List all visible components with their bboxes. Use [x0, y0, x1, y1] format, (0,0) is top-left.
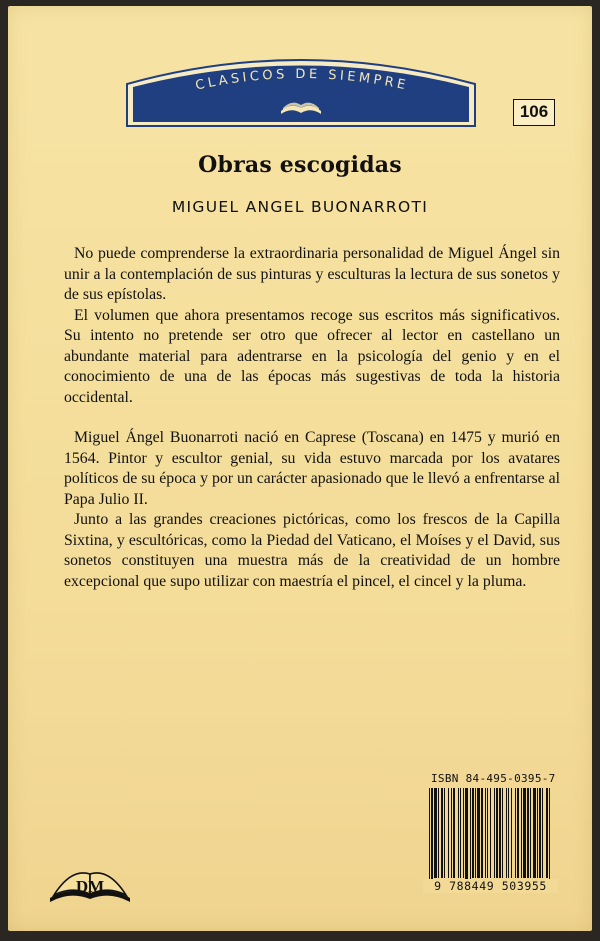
barcode-bars	[423, 786, 558, 882]
isbn-label: ISBN 84-495-0395-7	[431, 772, 556, 785]
book-title: Obras escogidas	[198, 152, 402, 178]
barcode-digits: 9 788449 503955	[423, 879, 558, 893]
blurb-paragraph: Junto a las grandes creaciones pictóricas, como los frescos de la Capilla Sixtina, y escultóricas, como la Piedad del Vaticano, el Moíses y el David, sus sonetos constituyen una muestra más de la creatividad de un hombre excepcional que supo utilizar con maestría el pincel, el cincel y la pluma.	[64, 511, 560, 590]
blurb-paragraph: No puede comprenderse la extraordinaria personalidad de Miguel Ángel sin unir a la contemplación de sus pinturas y esculturas la lectura de sus sonetos y de sus epístolas.	[64, 245, 560, 303]
blurb-paragraph: Miguel Ángel Buonarroti nació en Caprese (Toscana) en 1475 y murió en 1564. Pintor y escultor genial, su vida estuvo marcada por los avatares políticos de su época y por un carácter apasionado que le llevó a enfrentarse al Papa Julio II.	[64, 429, 560, 508]
barcode	[423, 786, 558, 898]
series-banner	[123, 50, 479, 128]
back-cover-blurb	[64, 244, 560, 592]
blurb-paragraph: El volumen que ahora presentamos recoge sus escritos más significativos. Su intento no pretende ser otro que ofrecer al lector en castellano un abundante material para adentrarse en la psicología del genio y en el conocimiento de una de las épocas más sugestivas de toda la historia occidental.	[64, 306, 560, 406]
back-cover	[8, 6, 592, 931]
publisher-logo	[48, 864, 132, 904]
series-banner-text: CLASICOS DE SIEMPRE	[194, 66, 410, 94]
collection-number-badge: 106	[513, 99, 555, 126]
book-author: MIGUEL ANGEL BUONARROTI	[171, 198, 429, 216]
publisher-logo-text: DM	[75, 877, 105, 896]
